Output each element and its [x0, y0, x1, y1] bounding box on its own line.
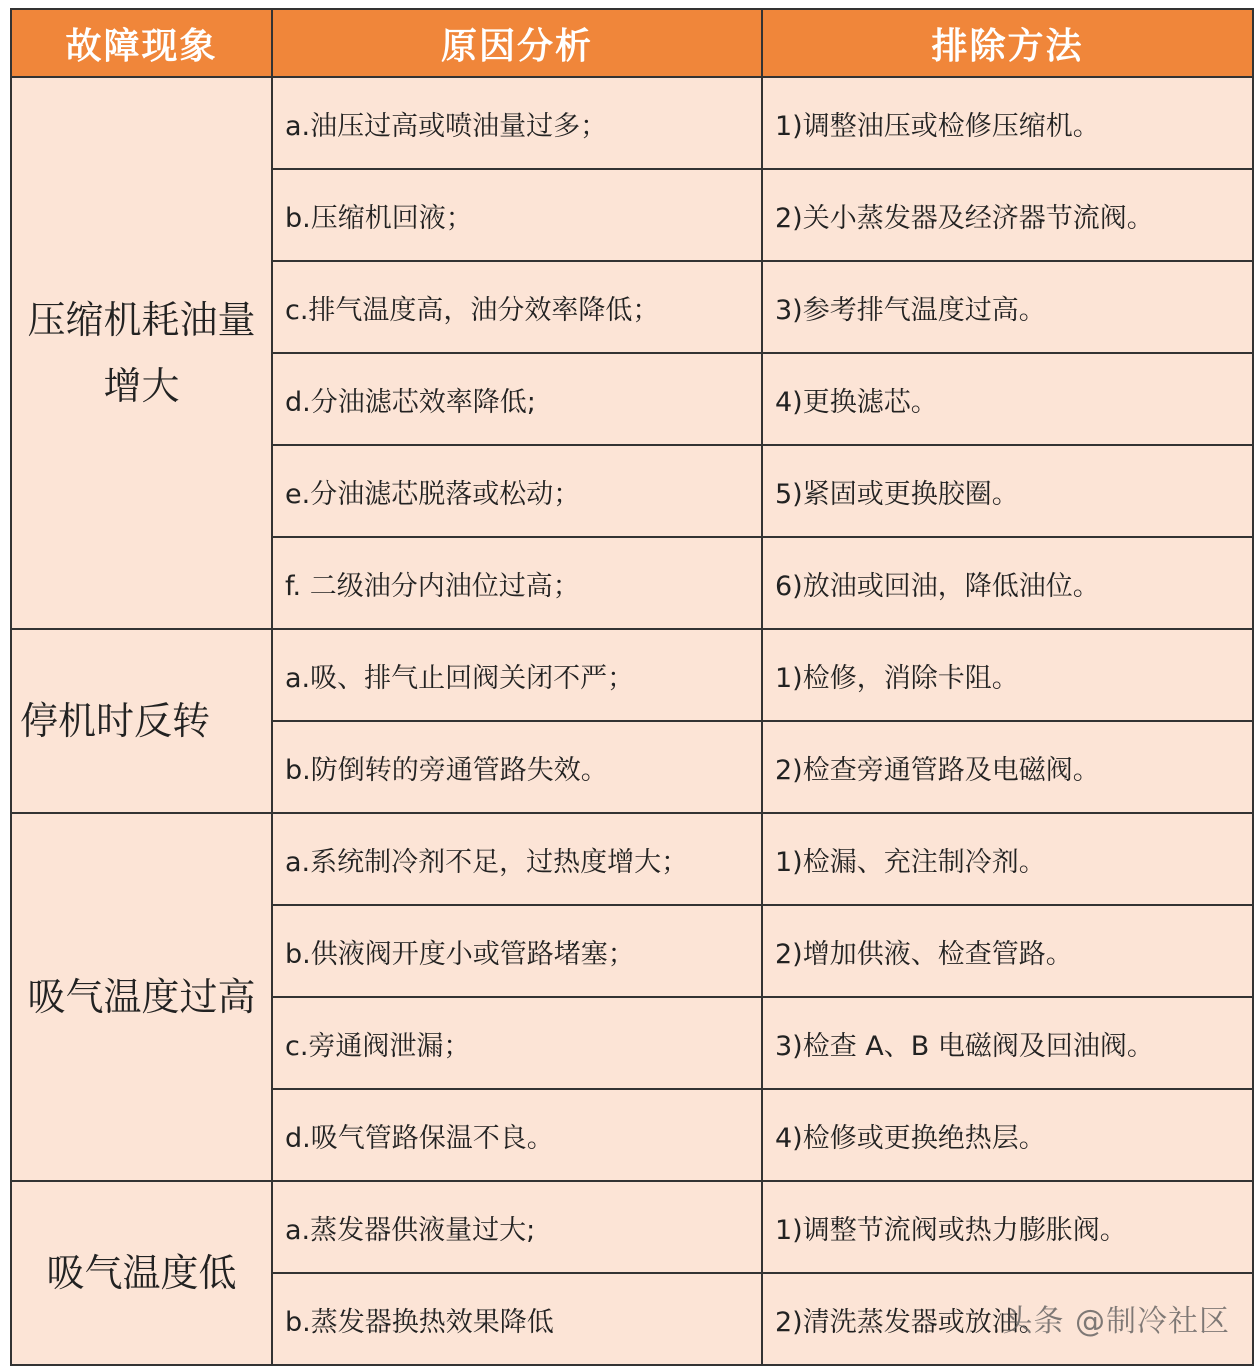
header-fault: 故障现象 — [11, 9, 272, 77]
fault-cell: 停机时反转 — [11, 629, 272, 813]
cause-cell: a.油压过高或喷油量过多； — [272, 77, 762, 169]
fault-cell: 吸气温度过高 — [11, 813, 272, 1181]
cause-cell: c.旁通阀泄漏； — [272, 997, 762, 1089]
table-row — [11, 1181, 1253, 1273]
table-row — [11, 77, 1253, 169]
cause-cell: f. 二级油分内油位过高； — [272, 537, 762, 629]
cause-cell: a.蒸发器供液量过大; — [272, 1181, 762, 1273]
solution-cell: 2)清洗蒸发器或放油。 — [762, 1273, 1253, 1365]
fault-table-container — [10, 8, 1252, 1360]
header-cause: 原因分析 — [272, 9, 762, 77]
solution-cell: 2)增加供液、检查管路。 — [762, 905, 1253, 997]
fault-cell: 吸气温度低 — [11, 1181, 272, 1365]
cause-cell: d.吸气管路保温不良。 — [272, 1089, 762, 1181]
solution-cell: 1)检修，消除卡阻。 — [762, 629, 1253, 721]
header-row — [11, 9, 1253, 77]
cause-cell: e.分油滤芯脱落或松动； — [272, 445, 762, 537]
header-solution: 排除方法 — [762, 9, 1253, 77]
fault-cell: 压缩机耗油量增大 — [11, 77, 272, 629]
cause-cell: b.供液阀开度小或管路堵塞； — [272, 905, 762, 997]
table-row — [11, 813, 1253, 905]
cause-cell: b.压缩机回液； — [272, 169, 762, 261]
solution-cell: 5)紧固或更换胶圈。 — [762, 445, 1253, 537]
solution-cell: 3)参考排气温度过高。 — [762, 261, 1253, 353]
cause-cell: d.分油滤芯效率降低; — [272, 353, 762, 445]
solution-cell: 2)关小蒸发器及经济器节流阀。 — [762, 169, 1253, 261]
solution-cell: 1)检漏、充注制冷剂。 — [762, 813, 1253, 905]
solution-cell: 1)调整节流阀或热力膨胀阀。 — [762, 1181, 1253, 1273]
solution-cell: 1)调整油压或检修压缩机。 — [762, 77, 1253, 169]
fault-table — [10, 8, 1254, 1366]
cause-cell: b.蒸发器换热效果降低 — [272, 1273, 762, 1365]
solution-cell: 3)检查 A、B 电磁阀及回油阀。 — [762, 997, 1253, 1089]
solution-cell: 4)更换滤芯。 — [762, 353, 1253, 445]
table-row — [11, 629, 1253, 721]
solution-cell: 2)检查旁通管路及电磁阀。 — [762, 721, 1253, 813]
solution-cell: 4)检修或更换绝热层。 — [762, 1089, 1253, 1181]
cause-cell: a.吸、排气止回阀关闭不严； — [272, 629, 762, 721]
cause-cell: a.系统制冷剂不足，过热度增大； — [272, 813, 762, 905]
solution-cell: 6)放油或回油，降低油位。 — [762, 537, 1253, 629]
cause-cell: c.排气温度高，油分效率降低； — [272, 261, 762, 353]
watermark: 头条 @制冷社区 — [1002, 1304, 1230, 1339]
cause-cell: b.防倒转的旁通管路失效。 — [272, 721, 762, 813]
